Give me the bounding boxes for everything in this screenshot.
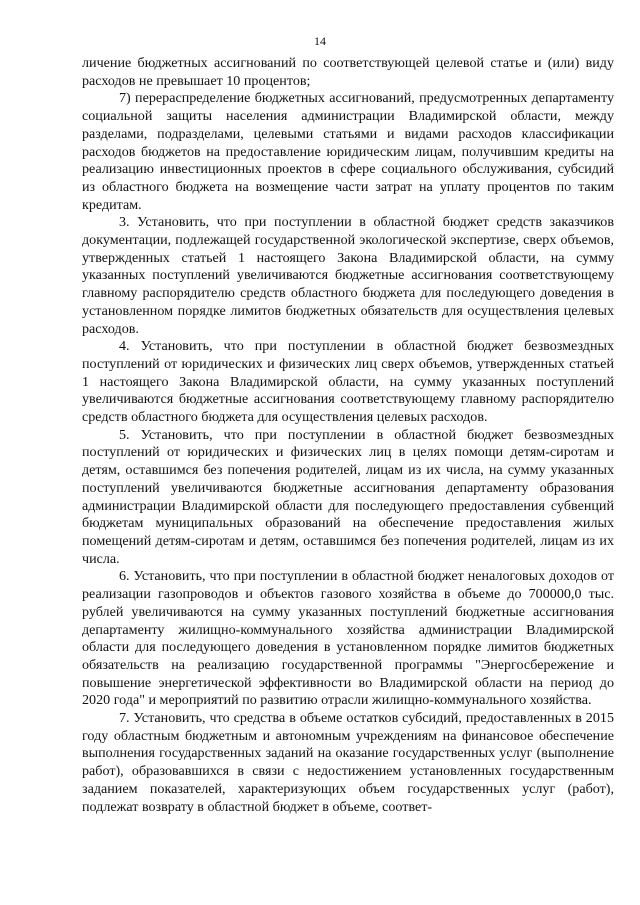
paragraph-5: 5. Установить, что при поступлении в областной бюджет безвозмездных поступлений от юридических и физических лиц в целях помощи детям-сиротам и детям, оставшимся без попечения родителей, лицам из их числа, на сумму указанных поступлений увеличиваются бюджетные ассигнования департаменту образования администрации Владимирской области для последующего предоставления субвенций бюджетам муниципальных образований на обеспечение предоставления жилых помещений детям-сиротам и детям, оставшимся без попечения родителей, лицам из их числа. [82,426,614,567]
paragraph-3: 3. Установить, что при поступлении в областной бюджет средств заказчиков документации, подлежащей государственной экологической экспертизе, сверх объемов, утвержденных статьей 1 настоящего Закона Владимирской области, на сумму указанных поступлений увеличиваются бюджетные ассигнования соответствующему главному распорядителю средств областного бюджета для последующего доведения в установленном порядке лимитов бюджетных обязательств для осуществления целевых расходов. [82,214,614,337]
body-text [82,55,614,816]
paragraph-6: 6. Установить, что при поступлении в областной бюджет неналоговых доходов от реализации газопроводов и объектов газового хозяйства в объеме до 700000,0 тыс. рублей увеличиваются на сумму указанных поступлений бюджетные ассигнования департаменту жилищно-коммунального хозяйства администрации Владимирской области для последующего доведения в установленном порядке лимитов бюджетных обязательств на реализацию государственной программы "Энергосбережение и повышение энергетической эффективности во Владимирской области на период до 2020 года" и мероприятий по развитию отрасли жилищно-коммунального хозяйства. [82,568,614,709]
paragraph-continuation: личение бюджетных ассигнований по соответствующей целевой статье и (или) виду расходов не превышает 10 процентов; [82,55,614,89]
paragraph-4: 4. Установить, что при поступлении в областной бюджет безвозмездных поступлений от юридических и физических лиц сверх объемов, утвержденных статьей 1 настоящего Закона Владимирской области, на сумму указанных поступлений увеличиваются бюджетные ассигнования соответствующему главному распорядителю средств областного бюджета для осуществления целевых расходов. [82,338,614,426]
paragraph-7: 7. Установить, что средства в объеме остатков субсидий, предоставленных в 2015 году областным бюджетным и автономным учреждениям на финансовое обеспечение выполнения государственных заданий на оказание государственных услуг (выполнение работ), образовавшихся в связи с недостижением установленных государственным заданием показателей, характеризующих объем государственных услуг (работ), подлежат возврату в областной бюджет в объеме, соответ- [82,710,614,815]
paragraph-item-7: 7) перераспределение бюджетных ассигнований, предусмотренных департаменту социальной защиты населения администрации Владимирской области, между разделами, подразделами, целевыми статьями и видами расходов классификации расходов бюджетов на предоставление юридическим лицам, получившим кредиты на реализацию инвестиционных проектов в сфере социального обслуживания, субсидий из областного бюджета на возмещение части затрат на уплату процентов по таким кредитам. [82,90,614,213]
page-number: 14 [314,34,326,48]
